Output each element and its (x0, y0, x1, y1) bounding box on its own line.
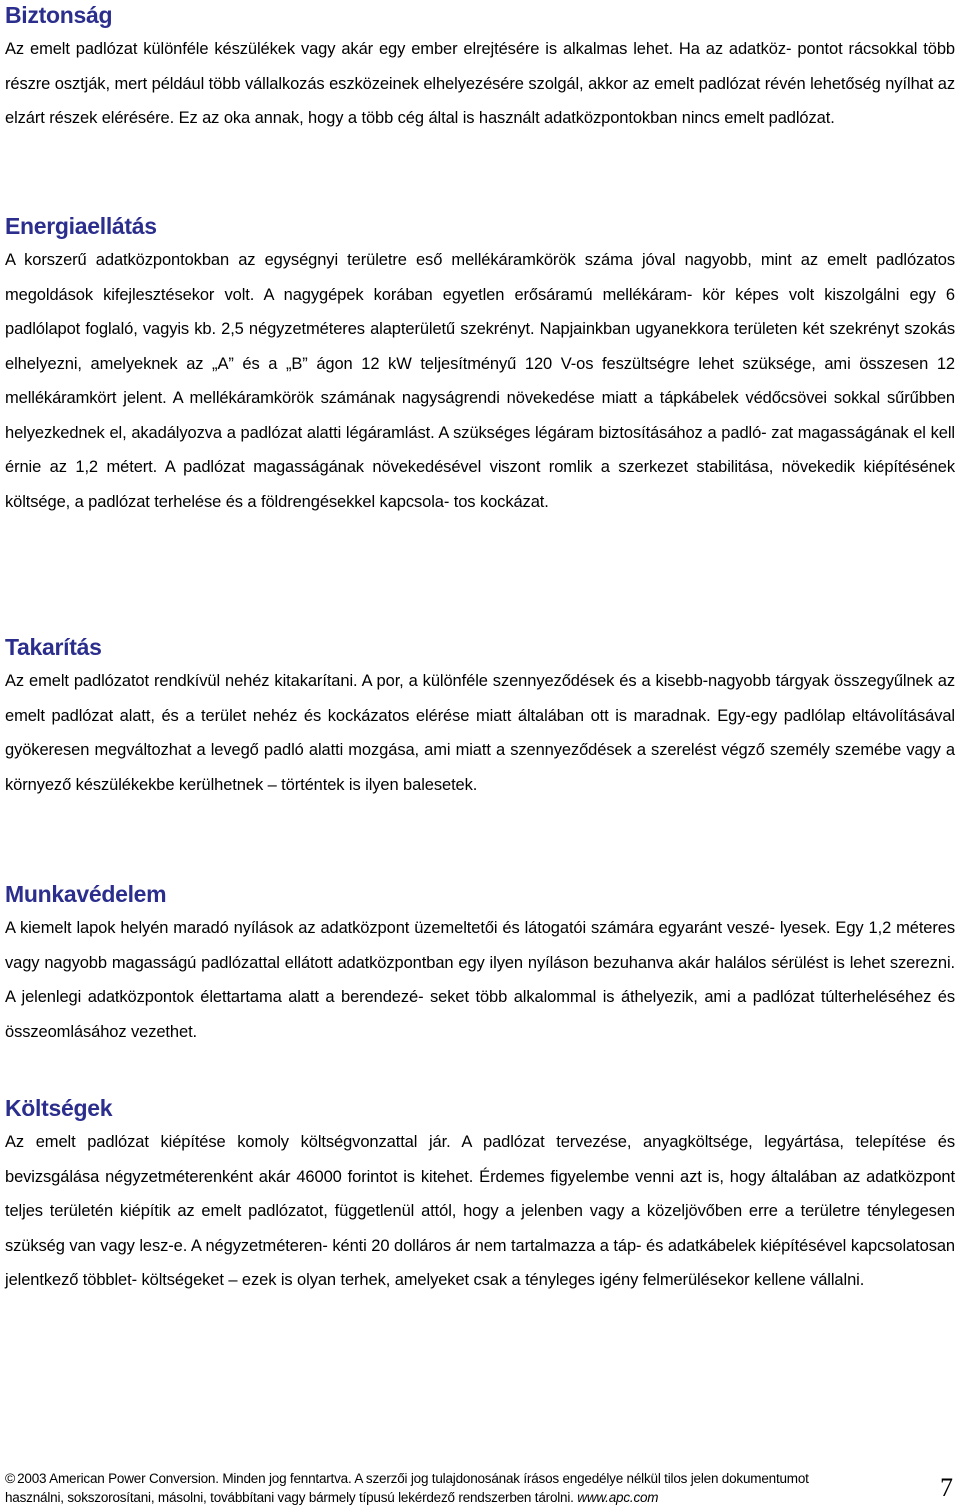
section-heading-biztonsag: Biztonság (5, 2, 113, 28)
copyright-notice (5, 1469, 920, 1507)
copyright-line-2 (5, 1488, 920, 1507)
section-heading-munkavedelem: Munkavédelem (5, 881, 167, 907)
copyright-icon: © (5, 1470, 16, 1486)
page-footer (5, 1469, 955, 1509)
website-link[interactable]: www.apc.com (577, 1490, 659, 1505)
section-energiaellatas (5, 211, 955, 519)
section-paragraph-biztonsag: Az emelt padlózat különféle készülékek vagy akár egy ember elrejtésére is alkalmas lehet. Ha az adatköz- pontot rácsokkal több részre osztják, mert például több vállalkozás eszközeinek elhelyezésére szolgál, akkor az emelt padlózat révén lehetőség nyílhat az elzárt részek elérésére. Ez az oka annak, hogy a több cég által is használt adatközpontokban nincs emelt padlózat. (5, 40, 955, 127)
section-biztonsag (5, 0, 955, 136)
section-takaritas (5, 632, 955, 802)
page-number: 7 (940, 1473, 953, 1502)
copyright-text-2: használni, sokszorosítani, másolni, továbbítani vagy bármely típusú lekérdező rendszerben tárolni. (5, 1490, 574, 1505)
section-munkavedelem (5, 879, 955, 1049)
section-heading-energiaellatas: Energiaellátás (5, 213, 157, 239)
copyright-line-1 (5, 1469, 920, 1488)
section-paragraph-takaritas: Az emelt padlózatot rendkívül nehéz kitakarítani. A por, a különféle szennyeződések és a kisebb-nagyobb tárgyak összegyűlnek az emelt padlózat alatt, és a terület nehéz és kockázatos elérése miatt általában ott is maradnak. Egy-egy padlólap eltávolításával gyökeresen megváltozhat a levegő padló alatti mozgása, ami miatt a szennyeződések a szerelést végző személy szemébe vagy a környező készülékekbe kerülhetnek – történtek is ilyen balesetek. (5, 672, 955, 794)
copyright-text-1: 2003 American Power Conversion. Minden jog fenntartva. A szerzői jog tulajdonosának írásos engedélye nélkül tilos jelen dokumentumot (17, 1471, 809, 1486)
section-koltsegek (5, 1093, 955, 1298)
section-heading-takaritas: Takarítás (5, 634, 102, 660)
section-heading-koltsegek: Költségek (5, 1095, 113, 1121)
section-paragraph-koltsegek: Az emelt padlózat kiépítése komoly költségvonzattal jár. A padlózat tervezése, anyagköltsége, legyártása, telepítése és bevizsgálása négyzetméterenként akár 46000 forintot is kitehet. Érdemes figyelembe venni azt is, hogy általában az adatközpont teljes területén kiépítik az emelt padlózatot, függetlenül attól, hogy a jelenben vagy a közeljövőben erre a területre ténylegesen szükség van vagy lesz-e. A négyzetméteren- kénti 20 dolláros ár nem tartalmazza a táp- és adatkábelek kiépítésével kapcsolatosan jelentkező többlet- költségeket – ezek is olyan terhek, amelyeket csak a tényleges igény felmerülésekor kellene vállalni. (5, 1133, 955, 1289)
section-paragraph-energiaellatas: A korszerű adatközpontokban az egységnyi területre eső mellékáramkörök száma jóval nagyobb, mint az emelt padlózatos megoldások kifejlesztésekor volt. A nagygépek korában egyetlen erősáramú mellékáram- kör képes volt kiszolgálni egy 6 padlólapot foglaló, vagyis kb. 2,5 négyzetméteres alapterületű szekrényt. Napjainkban ugyanekkora területen két szekrényt szokás elhelyezni, amelyeknek az „A” és a „B” ágon 12 kW teljesítményű 120 V-os feszültségre lehet szüksége, ami összesen 12 mellékáramkört jelent. A mellékáramkörök számának nagyságrendi növekedése miatt a tápkábelek védőcsövei sokkal sűrűbben helyezkednek el, akadályozva a padlózat alatti légáramlást. A szükséges légáram biztosításához a padló- zat magasságának el kell érnie az 1,2 métert. A padlózat magasságának növekedésével viszont romlik a szerkezet stabilitása, növekedik kiépítésének költsége, a padlózat terhelése és a földrengésekkel kapcsola- tos kockázat. (5, 251, 955, 511)
section-paragraph-munkavedelem: A kiemelt lapok helyén maradó nyílások az adatközpont üzemeltetői és látogatói számára egyaránt veszé- lyesek. Egy 1,2 méteres vagy nagyobb magasságú padlózattal ellátott adatközpontban egy ilyen nyíláson bezuhanva akár halálos sérülést is lehet szerezni. A jelenlegi adatközpontok élettartama alatt a berendezé- seket több alkalommal is áthelyezik, ami a padlózat túlterheléséhez és összeomlásához vezethet. (5, 919, 955, 1041)
